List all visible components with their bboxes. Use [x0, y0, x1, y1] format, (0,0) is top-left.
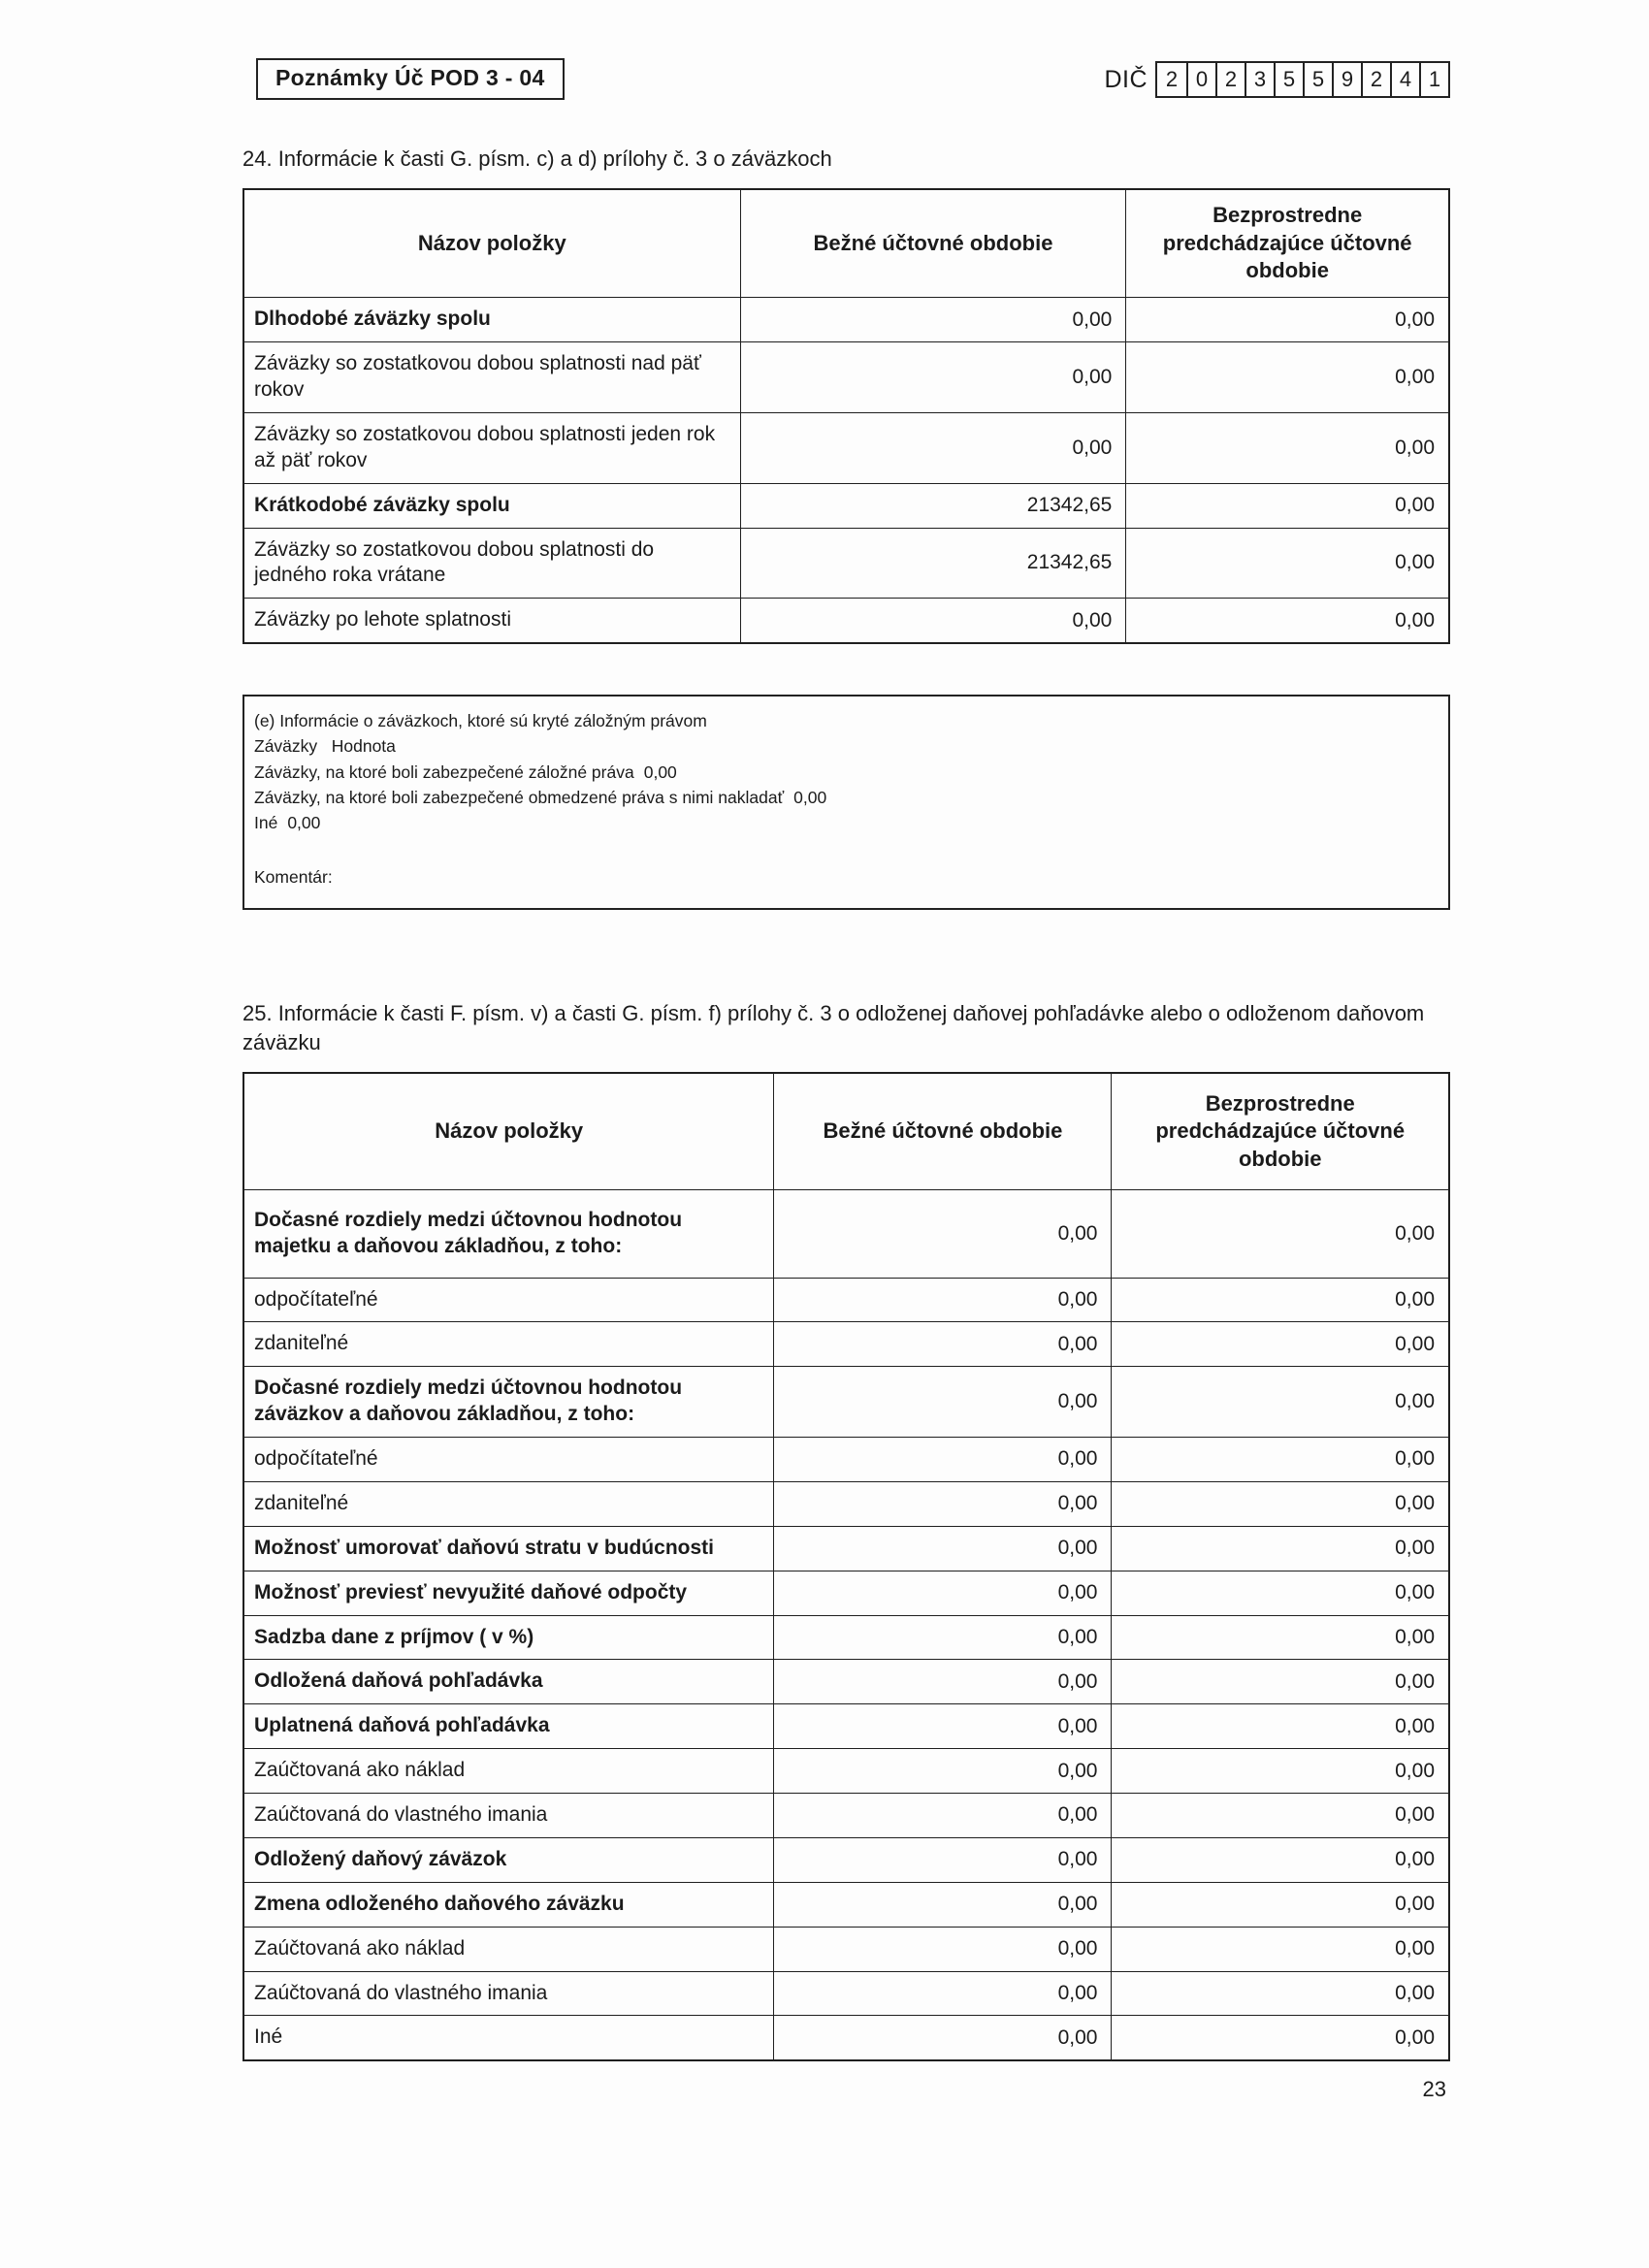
row-label: Možnosť umorovať daňovú stratu v budúcnosti	[243, 1526, 774, 1571]
dic-digit-cell: 3	[1245, 63, 1274, 96]
pledge-info-box	[242, 695, 1450, 910]
table-row	[243, 2016, 1449, 2060]
pledge-item	[254, 760, 1433, 785]
cell-current-period: 0,00	[774, 1526, 1112, 1571]
cell-previous-period: 0,00	[1112, 1837, 1449, 1882]
cell-current-period: 0,00	[774, 1660, 1112, 1704]
row-label: Iné	[243, 2016, 774, 2060]
row-label: Možnosť previesť nevyužité daňové odpočty	[243, 1571, 774, 1615]
pledge-item-value: 0,00	[287, 813, 321, 833]
row-label: Dočasné rozdiely medzi účtovnou hodnotou záväzkov a daňovou základňou, z toho:	[243, 1367, 774, 1438]
table-header-row	[243, 189, 1449, 298]
pledge-item-label: Záväzky, na ktoré boli zabezpečené záložné práva	[254, 761, 634, 782]
table-row	[243, 1794, 1449, 1838]
page-header	[242, 58, 1450, 100]
page-number: 23	[1422, 2077, 1446, 2102]
column-header-item-name: Názov položky	[243, 189, 740, 298]
table-row	[243, 1837, 1449, 1882]
row-label: odpočítateľné	[243, 1438, 774, 1482]
cell-current-period: 0,00	[774, 1704, 1112, 1749]
cell-current-period: 0,00	[740, 599, 1126, 643]
pledge-item	[254, 810, 1433, 835]
row-label: odpočítateľné	[243, 1278, 774, 1322]
table-row	[243, 1971, 1449, 2016]
cell-previous-period: 0,00	[1126, 342, 1449, 413]
table-row	[243, 1615, 1449, 1660]
table-row	[243, 1367, 1449, 1438]
cell-current-period: 0,00	[774, 1189, 1112, 1278]
cell-previous-period: 0,00	[1112, 1438, 1449, 1482]
section-24-heading: 24. Informácie k časti G. písm. c) a d) prílohy č. 3 o záväzkoch	[242, 146, 832, 171]
table-row	[243, 1927, 1449, 1971]
row-label: Zaúčtovaná do vlastného imania	[243, 1971, 774, 2016]
dic-digit-cell: 2	[1165, 67, 1179, 91]
cell-current-period: 0,00	[774, 1322, 1112, 1367]
table-row	[243, 1438, 1449, 1482]
cell-current-period: 0,00	[774, 1749, 1112, 1794]
cell-current-period: 0,00	[774, 1571, 1112, 1615]
table-row	[243, 599, 1449, 643]
table-row	[243, 1481, 1449, 1526]
pledge-item-value: 0,00	[643, 761, 677, 782]
cell-current-period: 0,00	[774, 1278, 1112, 1322]
row-label: zdaniteľné	[243, 1481, 774, 1526]
pledge-blank-space	[254, 835, 1433, 864]
dic-digit-cell: 2	[1215, 63, 1245, 96]
cell-previous-period: 0,00	[1126, 298, 1449, 342]
cell-current-period: 21342,65	[740, 528, 1126, 599]
dic-digit-cell: 9	[1332, 63, 1361, 96]
cell-current-period: 0,00	[774, 1481, 1112, 1526]
row-label: Záväzky po lehote splatnosti	[243, 599, 740, 643]
pledge-item-label: Záväzky, na ktoré boli zabezpečené obmedzené práva s nimi nakladať	[254, 787, 785, 807]
cell-previous-period: 0,00	[1126, 412, 1449, 483]
section-25-heading: 25. Informácie k časti F. písm. v) a časti G. písm. f) prílohy č. 3 o odloženej daňovej pohľadávke alebo o odloženom daňovom záväzku	[242, 1000, 1425, 1055]
row-label: Záväzky so zostatkovou dobou splatnosti do jedného roka vrátane	[243, 528, 740, 599]
pledge-box-title: (e) Informácie o záväzkoch, ktoré sú kryté záložným právom	[254, 711, 707, 731]
cell-previous-period: 0,00	[1112, 1189, 1449, 1278]
column-header-previous-period: Bezprostredne predchádzajúce účtovné obdobie	[1112, 1073, 1449, 1189]
table-row	[243, 528, 1449, 599]
dic-digit-cell: 5	[1303, 63, 1332, 96]
cell-current-period: 0,00	[740, 342, 1126, 413]
table-row	[243, 1571, 1449, 1615]
row-label: Zaúčtovaná ako náklad	[243, 1749, 774, 1794]
cell-current-period: 0,00	[774, 2016, 1112, 2060]
row-label: Odložená daňová pohľadávka	[243, 1660, 774, 1704]
liabilities-table	[242, 188, 1450, 644]
row-label: Záväzky so zostatkovou dobou splatnosti jeden rok až päť rokov	[243, 412, 740, 483]
pledge-items-list	[254, 760, 1433, 836]
cell-previous-period: 0,00	[1112, 1481, 1449, 1526]
cell-previous-period: 0,00	[1112, 1367, 1449, 1438]
cell-previous-period: 0,00	[1112, 1660, 1449, 1704]
row-label: Krátkodobé záväzky spolu	[243, 483, 740, 528]
dic-digit-cell: 4	[1390, 63, 1419, 96]
column-header-previous-period: Bezprostredne predchádzajúce účtovné obdobie	[1126, 189, 1449, 298]
cell-previous-period: 0,00	[1112, 2016, 1449, 2060]
table-row	[243, 483, 1449, 528]
column-header-current-period: Bežné účtovné obdobie	[740, 189, 1126, 298]
section-25	[242, 999, 1450, 2062]
dic-field	[1104, 61, 1450, 98]
pledge-item-label: Iné	[254, 813, 278, 833]
row-label: zdaniteľné	[243, 1322, 774, 1367]
row-label: Dlhodobé záväzky spolu	[243, 298, 740, 342]
row-label: Zmena odloženého daňového záväzku	[243, 1882, 774, 1927]
table-row	[243, 342, 1449, 413]
cell-previous-period: 0,00	[1112, 1971, 1449, 2016]
row-label: Uplatnená daňová pohľadávka	[243, 1704, 774, 1749]
table-row	[243, 298, 1449, 342]
cell-current-period: 0,00	[774, 1927, 1112, 1971]
cell-previous-period: 0,00	[1112, 1882, 1449, 1927]
cell-current-period: 0,00	[774, 1615, 1112, 1660]
column-header-item-name: Názov položky	[243, 1073, 774, 1189]
cell-current-period: 0,00	[774, 1794, 1112, 1838]
cell-previous-period: 0,00	[1112, 1278, 1449, 1322]
table-row	[243, 1704, 1449, 1749]
deferred-tax-table	[242, 1072, 1450, 2061]
table-row	[243, 1660, 1449, 1704]
table-row	[243, 1882, 1449, 1927]
cell-current-period: 0,00	[740, 298, 1126, 342]
cell-previous-period: 0,00	[1112, 1794, 1449, 1838]
table-row	[243, 1526, 1449, 1571]
cell-current-period: 0,00	[774, 1971, 1112, 2016]
table-row	[243, 1322, 1449, 1367]
row-label: Zaúčtovaná do vlastného imania	[243, 1794, 774, 1838]
table-header-row	[243, 1073, 1449, 1189]
cell-previous-period: 0,00	[1126, 483, 1449, 528]
dic-digit-cell: 2	[1361, 63, 1390, 96]
row-label: Dočasné rozdiely medzi účtovnou hodnotou majetku a daňovou základňou, z toho:	[243, 1189, 774, 1278]
pledge-item-value: 0,00	[793, 787, 827, 807]
form-title-box	[256, 58, 565, 100]
cell-current-period: 0,00	[774, 1438, 1112, 1482]
cell-current-period: 0,00	[740, 412, 1126, 483]
dic-label: DIČ	[1104, 65, 1148, 93]
section-24	[242, 145, 1450, 910]
row-label: Odložený daňový záväzok	[243, 1837, 774, 1882]
pledge-item	[254, 785, 1433, 810]
dic-digit-cell: 1	[1419, 63, 1448, 96]
cell-previous-period: 0,00	[1126, 528, 1449, 599]
form-title: Poznámky Úč POD 3 - 04	[275, 65, 545, 90]
dic-digit-cell: 0	[1186, 63, 1215, 96]
cell-current-period: 0,00	[774, 1367, 1112, 1438]
cell-previous-period: 0,00	[1112, 1571, 1449, 1615]
row-label: Zaúčtovaná ako náklad	[243, 1927, 774, 1971]
cell-previous-period: 0,00	[1112, 1749, 1449, 1794]
cell-current-period: 21342,65	[740, 483, 1126, 528]
cell-current-period: 0,00	[774, 1837, 1112, 1882]
cell-previous-period: 0,00	[1112, 1927, 1449, 1971]
column-header-current-period: Bežné účtovné obdobie	[774, 1073, 1112, 1189]
cell-previous-period: 0,00	[1112, 1704, 1449, 1749]
cell-previous-period: 0,00	[1126, 599, 1449, 643]
pledge-box-column-labels: Záväzky Hodnota	[254, 736, 396, 757]
pledge-comment-label: Komentár:	[254, 867, 333, 888]
row-label: Záväzky so zostatkovou dobou splatnosti nad päť rokov	[243, 342, 740, 413]
dic-digit-cell: 5	[1274, 63, 1303, 96]
cell-previous-period: 0,00	[1112, 1322, 1449, 1367]
cell-previous-period: 0,00	[1112, 1615, 1449, 1660]
dic-digit-boxes	[1155, 61, 1450, 98]
table-row	[243, 1749, 1449, 1794]
table-row	[243, 1189, 1449, 1278]
table-row	[243, 412, 1449, 483]
cell-previous-period: 0,00	[1112, 1526, 1449, 1571]
cell-current-period: 0,00	[774, 1882, 1112, 1927]
row-label: Sadzba dane z príjmov ( v %)	[243, 1615, 774, 1660]
table-row	[243, 1278, 1449, 1322]
